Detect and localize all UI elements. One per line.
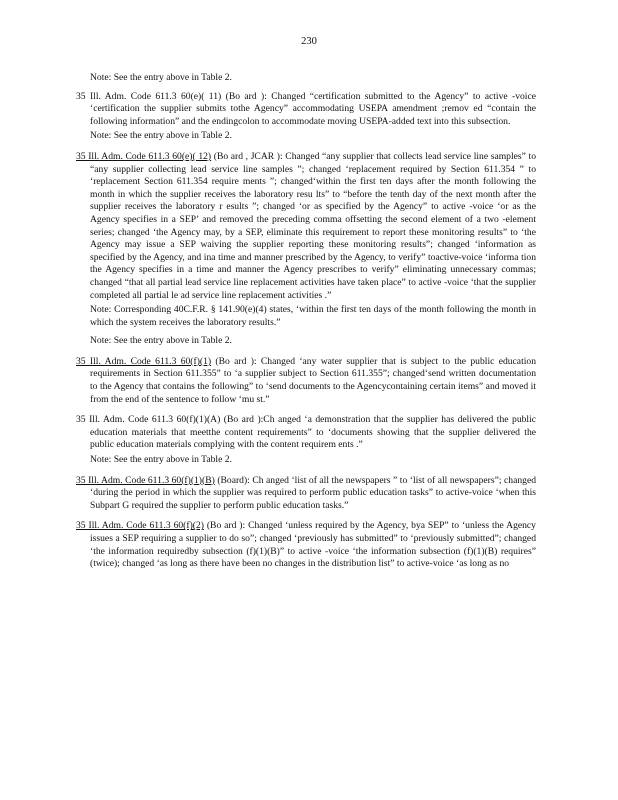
entry-note: Note: See the entry above in Table 2. <box>90 130 232 142</box>
entry-citation: 35 Ill. Adm. Code 611.3 60(f)(1)(A) <box>76 414 221 426</box>
top-note: Note: See the entry above in Table 2. <box>90 72 232 83</box>
entry-note: Note: See the entry above in Table 2. <box>90 335 232 347</box>
entry-citation: 35 Ill. Adm. Code 611.3 60(f)(2) <box>76 520 204 532</box>
entry-note: Note: Corresponding 40C.F.R. § 141.90(e)(4) states, ‘within the first ten days of the month following the month in which the system receives the laboratory results.” <box>90 304 536 328</box>
entry-note: Note: See the entry above in Table 2. <box>90 454 232 466</box>
entry-citation: 35 Ill. Adm. Code 611.3 60(e)( 12) <box>76 150 212 162</box>
entry-text: (Bo ard ): Changed ‘unless required by the Agency, bya SEP” to ‘unless the Agency issues a SEP requiring a supplier to do so”; changed ‘previously has submitted” to ‘previously submitted”; changed ‘the information requiredby subsection (f)(1)(B)” to active -voice ‘the information subsection (f)(1)(B) requires” (twice); changed ‘as long as there have been no changes in the distribution list” to active-voice ‘as long as no <box>90 520 536 570</box>
list-item <box>76 91 536 143</box>
list-item <box>76 475 536 513</box>
entry-text: (Bo ard ): Changed ‘any water supplier that is subject to the public education requirements in Section 611.355” to ‘a supplier subject to Section 611.355”; changed‘send written documentation to the Agency that contains the following” to ‘send documents to the Agencycontaining certain items” and moved it from the end of the sentence to follow ‘mu st.” <box>90 355 536 405</box>
list-item <box>76 520 536 570</box>
entry-citation: 35 Ill. Adm. Code 611.3 60(f)(1) <box>76 355 212 367</box>
page-number: 230 <box>301 36 317 47</box>
entry-text: (Bo ard , JCAR ): Changed “any supplier that collects lead service line samples” to “any supplier collecting lead service line samples ”; changed ‘replacement required by Section 611.354 ” to ‘replacement Section 611.354 require ments ”; changed‘within the first ten days after the month following the month in which the supplier receives the laboratory resu lts” to “before the tenth day of the next month after the supplier receives the laboratory r esults ”; changed ‘or as specified by the Agency” to active -voice ‘or as the Agency specifies in a SEP’ and removed the preceding comma offsetting the second element of a two -element series; changed ‘the Agency may, by a SEP, eliminate this requirement to report these monitoring results” to ‘the Agency may issue a SEP waiving the supplier reporting these monitoring results”; changed ‘information as specified by the Agency, and ina time and manner prescribed by the Agency, to verify” toactive-voice ‘informa tion the Agency specifies in a time and manner the Agency prescribes to verify” eliminating unnecessary commas; changed “that all partial lead service line replacement activities have taken place” to active -voice ‘that the supplier completed all partial le ad service line replacement activities .” <box>90 150 536 301</box>
entry-text: (Board): Ch anged ‘list of all the newspapers ” to ‘list of all newspapers”; changed ‘during the period in which the supplier was required to perform public education tasks” to active-voice ‘when this Subpart G required the supplier to perform public education tasks.” <box>90 474 536 511</box>
list-item <box>76 151 536 348</box>
page-content <box>76 72 536 579</box>
list-item <box>76 414 536 466</box>
entry-citation: 35 Ill. Adm. Code 611.3 60(e)( 11) <box>76 90 222 102</box>
entry-citation: 35 Ill. Adm. Code 611.3 60(f)(1)(B) <box>76 474 215 486</box>
list-item <box>76 356 536 406</box>
entry-text: (Bo ard ):Ch anged ‘a demonstration that the supplier has delivered the public education materials that meetthe content requirements” to ‘documents showing that the supplier delivered the public education materials complying with the content requirem ents .” <box>90 414 536 451</box>
entry-text: (Bo ard ): Changed “certification submitted to the Agency” to active -voice ‘certification the supplier submits tothe Agency” accommodating USEPA amendment ;remov ed “contain the following information” and the endingcolon to accommodate moving USEPA-added text into this subsection. <box>90 90 536 127</box>
